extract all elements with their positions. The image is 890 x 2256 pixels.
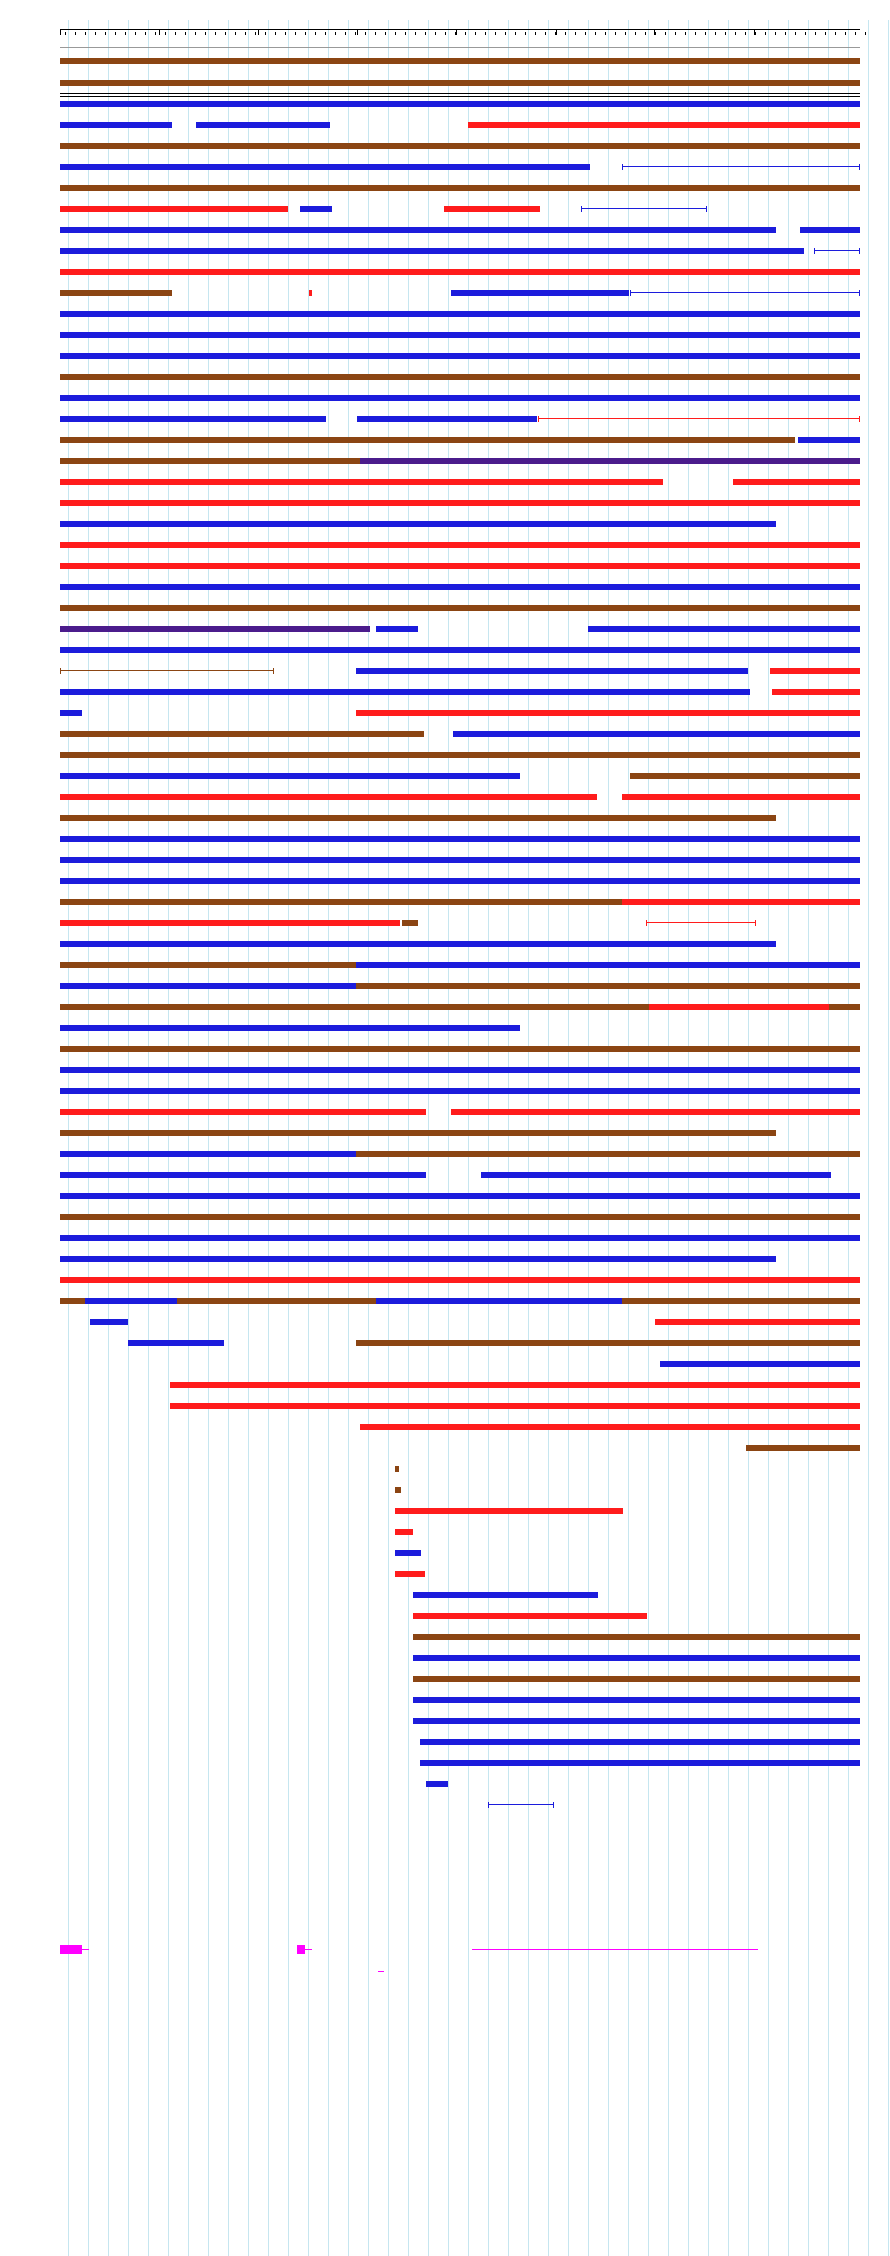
ruler-minor-tick [355, 32, 356, 35]
cytoband-bar[interactable] [60, 93, 860, 94]
gene-loc729574-arrow [305, 1949, 312, 1950]
ruler-minor-tick [595, 32, 596, 35]
ruler-minor-tick [195, 32, 196, 35]
dgv-feature-bar[interactable] [413, 1592, 598, 1598]
dgv-feature-bar[interactable] [630, 773, 860, 779]
dgv-feature-bar[interactable] [538, 418, 860, 419]
dgv-feature-bar[interactable] [395, 1550, 421, 1556]
dgv-feature-endcap [488, 1802, 489, 1808]
ruler-minor-tick [105, 32, 106, 35]
ruler-minor-tick [65, 32, 66, 35]
dgv-feature-bar[interactable] [400, 1340, 418, 1346]
dgv-feature-bar[interactable] [170, 1403, 860, 1409]
dgv-feature-bar[interactable] [60, 773, 520, 779]
dgv-feature-bar[interactable] [356, 752, 776, 758]
dgv-feature-bar[interactable] [309, 290, 312, 296]
ruler-minor-tick [175, 32, 176, 35]
dgv-feature-bar[interactable] [395, 1487, 401, 1493]
ruler-minor-tick [525, 32, 526, 35]
dgv-feature-bar[interactable] [60, 1277, 860, 1283]
dgv-feature-bar[interactable] [60, 353, 860, 359]
dgv-feature-bar[interactable] [60, 122, 172, 128]
dgv-feature-bar[interactable] [395, 1466, 399, 1472]
dgv-feature-bar[interactable] [360, 1424, 860, 1430]
ruler-minor-tick [735, 32, 736, 35]
ruler-minor-tick [785, 32, 786, 35]
ruler-minor-tick [675, 32, 676, 35]
ruler-minor-tick [485, 32, 486, 35]
dgv-feature-bar[interactable] [128, 1340, 224, 1346]
ruler-minor-tick [585, 32, 586, 35]
dgv-feature-bar[interactable] [60, 227, 776, 233]
ruler-minor-tick [295, 32, 296, 35]
dgv-feature-bar[interactable] [60, 857, 860, 863]
dgv-feature-endcap [706, 206, 707, 212]
ruler-minor-tick [705, 32, 706, 35]
dgv-feature-endcap [273, 668, 274, 674]
ruler-minor-tick [655, 32, 656, 35]
ruler-minor-tick [135, 32, 136, 35]
ruler-minor-tick [275, 32, 276, 35]
dgv-feature-bar[interactable] [60, 101, 860, 107]
dgv-feature-bar[interactable] [60, 374, 860, 380]
dgv-feature-bar[interactable] [772, 689, 860, 695]
ruler-minor-tick [685, 32, 686, 35]
ruler-minor-tick [555, 32, 556, 35]
gene-loc729574[interactable] [297, 1945, 305, 1954]
dgv-feature-bar[interactable] [60, 1214, 860, 1220]
ruler-minor-tick [325, 32, 326, 35]
dgv-feature-bar[interactable] [356, 1088, 860, 1094]
dgv-feature-bar[interactable] [60, 332, 860, 338]
dgv-feature-endcap [630, 290, 631, 296]
ruler-minor-tick [315, 32, 316, 35]
ruler-minor-tick [575, 32, 576, 35]
ruler-minor-tick [125, 32, 126, 35]
dgv-feature-bar[interactable] [622, 794, 860, 800]
dgv-feature-bar[interactable] [60, 1130, 776, 1136]
ruler-minor-tick [405, 32, 406, 35]
dgv-feature-bar[interactable] [60, 206, 288, 212]
ruler-minor-tick [365, 32, 366, 35]
dgv-feature-bar[interactable] [356, 983, 860, 989]
dgv-feature-bar[interactable] [413, 1718, 860, 1724]
ruler-minor-tick [535, 32, 536, 35]
dgv-feature-bar[interactable] [356, 1340, 860, 1346]
dgv-feature-bar[interactable] [300, 206, 332, 212]
dgv-feature-bar[interactable] [60, 1235, 860, 1241]
dgv-feature-bar[interactable] [60, 605, 860, 611]
ruler-minor-tick [75, 32, 76, 35]
grid-line [868, 20, 869, 2256]
grid-line [888, 20, 889, 2256]
dgv-feature-bar[interactable] [468, 122, 860, 128]
ruler-tick [357, 29, 358, 35]
dgv-feature-bar[interactable] [622, 166, 860, 167]
ruler-minor-tick [845, 32, 846, 35]
dgv-feature-bar[interactable] [60, 794, 597, 800]
dgv-feature-endcap [859, 164, 860, 170]
ruler-minor-tick [115, 32, 116, 35]
dgv-feature-bar[interactable] [60, 647, 860, 653]
dgv-feature-bar[interactable] [60, 1193, 860, 1199]
dgv-feature-bar[interactable] [356, 962, 860, 968]
dgv-feature-bar[interactable] [395, 1571, 425, 1577]
dgv-feature-bar[interactable] [395, 1508, 623, 1514]
dgv-feature-bar[interactable] [60, 1256, 776, 1262]
ruler-minor-tick [645, 32, 646, 35]
dgv-feature-bar[interactable] [356, 1151, 860, 1157]
ruler-minor-tick [855, 32, 856, 35]
dgv-feature-bar[interactable] [60, 269, 860, 275]
dgv-feature-bar[interactable] [413, 1697, 860, 1703]
ruler-minor-tick [635, 32, 636, 35]
dgv-feature-bar[interactable] [770, 668, 860, 674]
dgv-feature-endcap [581, 206, 582, 212]
ruler-minor-tick [715, 32, 716, 35]
dgv-feature-bar[interactable] [814, 250, 860, 251]
ruler-minor-tick [205, 32, 206, 35]
ruler-minor-tick [455, 32, 456, 35]
gene-mst1p2-arrow [82, 1949, 89, 1950]
dgv-feature-bar[interactable] [413, 1634, 860, 1640]
dgv-feature-bar[interactable] [622, 899, 860, 905]
ruler-minor-tick [865, 32, 866, 35]
ruler-minor-tick [435, 32, 436, 35]
dgv-feature-bar[interactable] [357, 416, 537, 422]
dgv-feature-bar[interactable] [60, 290, 172, 296]
ruler-minor-tick [415, 32, 416, 35]
ruler-tick [456, 29, 457, 35]
ruler-minor-tick [265, 32, 266, 35]
ruler-minor-tick [545, 32, 546, 35]
gene-mst1p2[interactable] [60, 1945, 82, 1954]
dgv-feature-endcap [553, 1802, 554, 1808]
dgv-feature-bar[interactable] [451, 1109, 860, 1115]
dgv-feature-bar[interactable] [646, 922, 756, 923]
dgv-feature-bar[interactable] [481, 1172, 831, 1178]
ruler-minor-tick [395, 32, 396, 35]
ruler-tick [258, 29, 259, 35]
dgv-feature-bar[interactable] [395, 1529, 413, 1535]
cytoband-bar-lower [60, 96, 860, 97]
ruler-minor-tick [85, 32, 86, 35]
gene-espnp-line[interactable] [472, 1949, 758, 1950]
dgv-feature-bar[interactable] [488, 1804, 554, 1805]
dgv-feature-bar[interactable] [413, 1676, 860, 1682]
dgv-feature-bar[interactable] [60, 878, 860, 884]
dgv-feature-bar[interactable] [356, 710, 860, 716]
dgv-feature-bar[interactable] [400, 899, 414, 905]
dgv-feature-bar[interactable] [733, 479, 860, 485]
dgv-feature-bar[interactable] [60, 1172, 426, 1178]
dgv-feature-bar[interactable] [60, 500, 860, 506]
ruler-minor-tick [835, 32, 836, 35]
dgv-feature-bar[interactable] [60, 1046, 860, 1052]
ruler-minor-tick [385, 32, 386, 35]
ruler-tick [60, 29, 61, 35]
dgv-feature-bar[interactable] [60, 164, 590, 170]
ruler-minor-tick [255, 32, 256, 35]
ruler-minor-tick [765, 32, 766, 35]
ruler-minor-tick [375, 32, 376, 35]
dgv-feature-endcap [538, 416, 539, 422]
dgv-feature-bar[interactable] [60, 58, 860, 64]
dgv-feature-bar[interactable] [420, 1739, 860, 1745]
dgv-feature-bar[interactable] [356, 668, 748, 674]
dgv-feature-bar[interactable] [376, 626, 418, 632]
ruler-minor-tick [235, 32, 236, 35]
dgv-feature-bar[interactable] [60, 479, 663, 485]
dgv-feature-bar[interactable] [630, 292, 860, 293]
dgv-feature-bar[interactable] [60, 626, 370, 632]
dgv-feature-bar[interactable] [60, 416, 326, 422]
dgv-feature-bar[interactable] [453, 731, 860, 737]
dgv-feature-bar[interactable] [426, 1781, 448, 1787]
dgv-feature-bar[interactable] [170, 1382, 860, 1388]
ruler-minor-tick [165, 32, 166, 35]
dgv-feature-bar[interactable] [746, 1445, 860, 1451]
ruler-tick [556, 29, 557, 35]
dgv-feature-bar[interactable] [60, 521, 776, 527]
dgv-feature-bar[interactable] [60, 710, 82, 716]
dgv-feature-endcap [814, 248, 815, 254]
ruler-minor-tick [185, 32, 186, 35]
dgv-feature-bar[interactable] [588, 626, 860, 632]
dgv-feature-bar[interactable] [60, 689, 750, 695]
ruler-minor-tick [465, 32, 466, 35]
dgv-feature-endcap [859, 416, 860, 422]
ruler-minor-tick [615, 32, 616, 35]
dgv-feature-bar[interactable] [60, 836, 860, 842]
dgv-feature-bar[interactable] [402, 920, 418, 926]
dgv-feature-bar[interactable] [60, 395, 860, 401]
dgv-feature-bar[interactable] [60, 542, 860, 548]
dgv-feature-bar[interactable] [60, 815, 776, 821]
dgv-feature-bar[interactable] [60, 584, 860, 590]
dgv-feature-bar[interactable] [360, 458, 860, 464]
dgv-feature-endcap [622, 164, 623, 170]
dgv-feature-bar[interactable] [660, 1361, 860, 1367]
ruler-axis [60, 29, 860, 30]
dgv-feature-bar[interactable] [196, 122, 330, 128]
dgv-feature-endcap [60, 668, 61, 674]
dgv-feature-bar[interactable] [413, 1655, 860, 1661]
dgv-feature-bar[interactable] [444, 206, 540, 212]
dgv-feature-bar[interactable] [60, 437, 795, 443]
ruler-minor-tick [605, 32, 606, 35]
dgv-feature-endcap [859, 290, 860, 296]
dgv-feature-endcap [646, 920, 647, 926]
dgv-feature-bar[interactable] [60, 1025, 520, 1031]
dgv-feature-bar[interactable] [798, 437, 860, 443]
ruler-minor-tick [225, 32, 226, 35]
ruler-minor-tick [625, 32, 626, 35]
dgv-feature-bar[interactable] [60, 670, 274, 671]
ruler-minor-tick [285, 32, 286, 35]
gene-mir3675[interactable] [378, 1971, 384, 1972]
ruler-minor-tick [775, 32, 776, 35]
ruler-minor-tick [565, 32, 566, 35]
ruler-minor-tick [305, 32, 306, 35]
ruler-minor-tick [145, 32, 146, 35]
dgv-feature-bar[interactable] [655, 1319, 860, 1325]
dgv-feature-bar[interactable] [85, 1298, 177, 1304]
ruler-minor-tick [495, 32, 496, 35]
dgv-feature-bar[interactable] [451, 290, 629, 296]
dgv-feature-bar[interactable] [60, 311, 860, 317]
ruler-minor-tick [335, 32, 336, 35]
ruler-minor-tick [745, 32, 746, 35]
dgv-feature-bar[interactable] [60, 185, 860, 191]
ruler-minor-tick [805, 32, 806, 35]
dgv-feature-endcap [859, 248, 860, 254]
dgv-feature-bar[interactable] [420, 1760, 860, 1766]
dgv-feature-bar[interactable] [60, 731, 424, 737]
ruler-minor-tick [215, 32, 216, 35]
dgv-feature-bar[interactable] [376, 1298, 622, 1304]
dgv-feature-bar[interactable] [800, 227, 860, 233]
ruler-minor-tick [445, 32, 446, 35]
ruler-minor-tick [95, 32, 96, 35]
ruler-minor-tick [665, 32, 666, 35]
dgv-feature-bar[interactable] [60, 920, 400, 926]
ruler-minor-tick [475, 32, 476, 35]
dgv-feature-bar[interactable] [60, 143, 860, 149]
ruler-minor-tick [755, 32, 756, 35]
dgv-feature-bar[interactable] [60, 1109, 426, 1115]
ruler-minor-tick [425, 32, 426, 35]
dgv-feature-bar[interactable] [90, 1319, 128, 1325]
ruler-minor-tick [245, 32, 246, 35]
ruler-minor-tick [155, 32, 156, 35]
ruler-divider [60, 47, 860, 48]
ruler-minor-tick [505, 32, 506, 35]
ruler-tick [159, 29, 160, 35]
dgv-feature-endcap [755, 920, 756, 926]
ruler-minor-tick [695, 32, 696, 35]
ruler-minor-tick [515, 32, 516, 35]
ruler-minor-tick [345, 32, 346, 35]
dgv-feature-bar[interactable] [424, 248, 804, 254]
ruler-minor-tick [815, 32, 816, 35]
ruler-minor-tick [795, 32, 796, 35]
dgv-feature-bar[interactable] [60, 1067, 860, 1073]
dgv-feature-bar[interactable] [385, 1424, 411, 1430]
dgv-feature-bar[interactable] [60, 563, 860, 569]
dgv-feature-bar[interactable] [413, 1613, 647, 1619]
dgv-feature-bar[interactable] [60, 941, 776, 947]
ruler-minor-tick [725, 32, 726, 35]
dgv-feature-bar[interactable] [581, 208, 707, 209]
dgv-feature-bar[interactable] [60, 80, 860, 86]
dgv-feature-bar[interactable] [649, 1004, 829, 1010]
ruler-minor-tick [825, 32, 826, 35]
